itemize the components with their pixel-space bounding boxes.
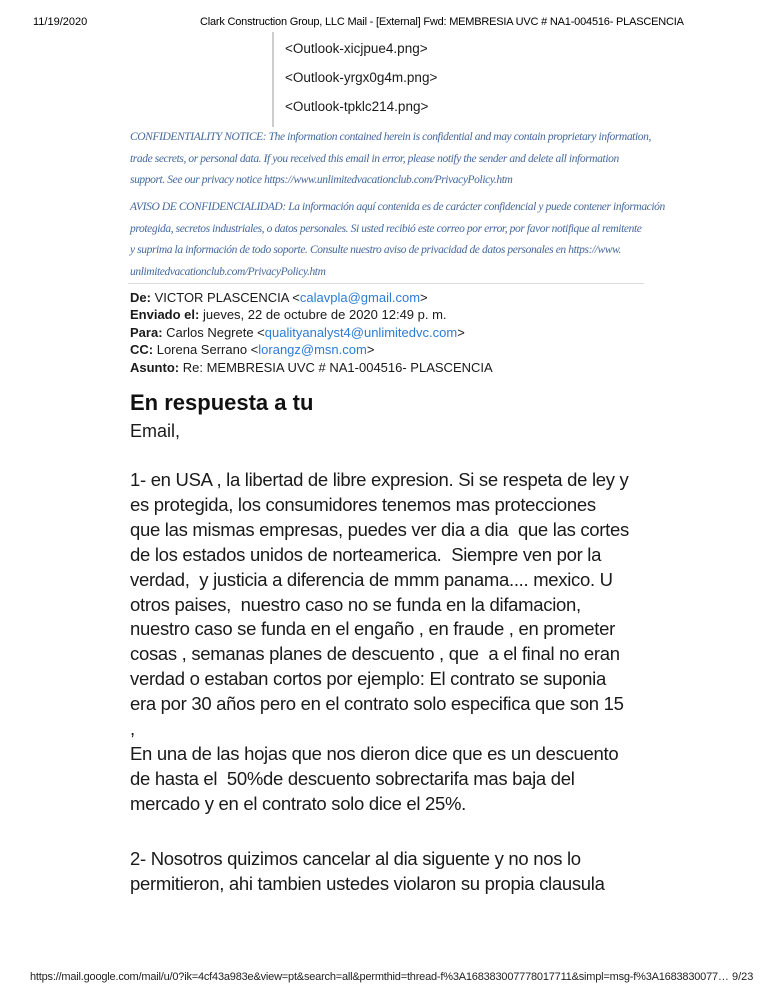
- attachment-list: [272, 32, 437, 127]
- header-to-close: >: [457, 324, 465, 340]
- header-cc-name: Lorena Serrano <: [153, 342, 259, 358]
- notice-line: y suprima la información de todo soporte. Consulte nuestro aviso de privacidad de datos personales en https://www.: [130, 244, 622, 257]
- confidentiality-notice-spanish: [130, 197, 665, 283]
- header-to-label: Para:: [130, 324, 163, 340]
- body-line: En una de las hojas que nos dieron dice que es un descuento: [130, 742, 619, 764]
- notice-line: unlimitedvacationclub.com/PrivacyPolicy.htm: [130, 265, 326, 278]
- body-paragraph-2: [130, 847, 629, 897]
- header-cc-close: >: [366, 342, 375, 358]
- header-sent-value: jueves, 22 de octubre de 2020 12:49 p. m.: [199, 307, 447, 323]
- header-divider: [128, 283, 644, 284]
- body-line: era por 30 años pero en el contrato solo especifica que son 15: [130, 693, 624, 715]
- notice-line: trade secrets, or personal data. If you received this email in error, please notify the sender and delete all information: [130, 152, 619, 165]
- to-email-link[interactable]: qualityanalyst4@unlimitedvc.com: [264, 324, 458, 340]
- body-line: es protegida, los consumidores tenemos mas protecciones: [130, 493, 596, 515]
- header-subject-value: Re: MEMBRESIA UVC # NA1-004516- PLASCENCIA: [179, 359, 493, 375]
- notice-line: support. See our privacy notice https://www.unlimitedvacationclub.com/PrivacyPolicy.htm: [130, 174, 513, 187]
- body-line: que las mismas empresas, puedes ver dia a dia que las cortes: [130, 518, 629, 540]
- body-line: permitieron, ahi tambien ustedes violaron su propia clausula: [130, 872, 605, 894]
- body-line: de los estados unidos de norteamerica. Siempre ven por la: [130, 543, 602, 565]
- header-cc-label: CC:: [130, 342, 154, 358]
- header-cc: [130, 341, 493, 358]
- message-body: [130, 468, 629, 897]
- header-sent: [130, 306, 493, 323]
- mail-headers: [130, 289, 493, 376]
- header-from-name: VICTOR PLASCENCIA <: [150, 290, 300, 305]
- header-from: [130, 289, 493, 306]
- header-from-close: >: [420, 290, 428, 305]
- header-to: [130, 324, 493, 341]
- header-subject: [130, 359, 493, 376]
- body-line: de hasta el 50%de descuento sobrectarifa mas baja del: [130, 767, 575, 789]
- attachment-item: <Outlook-tpklc214.png>: [285, 99, 429, 114]
- body-line: verdad o estaban cortos por ejemplo: El contrato se suponia: [130, 668, 606, 690]
- header-sent-label: Enviado el:: [130, 307, 200, 323]
- body-line: verdad, y justicia a diferencia de mmm panama.... mexico. U: [130, 568, 613, 590]
- body-line: mercado y en el contrato solo dice el 25%.: [130, 792, 467, 814]
- notice-line: CONFIDENTIALITY NOTICE: The information contained herein is confidential and may contain proprietary information,: [130, 131, 651, 143]
- header-from-label: De:: [130, 290, 151, 305]
- body-line: otros paises, nuestro caso no se funda en la difamacion,: [130, 593, 581, 615]
- cc-email-link[interactable]: lorangz@msn.com: [258, 342, 367, 358]
- message-subheading: Email,: [130, 421, 181, 441]
- attachment-item: <Outlook-xicjpue4.png>: [285, 41, 428, 56]
- body-paragraph-1: [130, 468, 629, 817]
- attachment-item: <Outlook-yrgx0g4m.png>: [285, 70, 438, 85]
- footer-url: https://mail.google.com/mail/u/0?ik=4cf43a983e&view=pt&search=all&permthid=thread-f%3A168383007778017711&simpl=msg-f%3A1683830077…: [30, 971, 729, 983]
- from-email-link[interactable]: calavpla@gmail.com: [299, 290, 421, 305]
- body-line: 1- en USA , la libertad de libre expresion. Si se respeta de ley y: [130, 469, 629, 490]
- body-line: cosas , semanas planes de descuento , que a el final no eran: [130, 643, 620, 665]
- footer-page-number: 9/23: [732, 971, 754, 983]
- header-subject-label: Asunto:: [130, 359, 180, 375]
- body-line: ,: [130, 718, 135, 740]
- print-date: 11/19/2020: [33, 16, 88, 28]
- message-heading: En respuesta a tu: [130, 390, 314, 415]
- notice-line: AVISO DE CONFIDENCIALIDAD: La información aquí contenida es de carácter confidencial y puede contener información: [130, 201, 665, 213]
- notice-line: protegida, secretos industriales, o datos personales. Si usted recibió este correo por error, por favor notifique al remitente: [130, 222, 642, 235]
- confidentiality-notice-english: [130, 127, 651, 192]
- body-line: 2- Nosotros quizimos cancelar al dia siguente y no nos lo: [130, 847, 581, 869]
- header-to-name: Carlos Negrete <: [162, 324, 265, 340]
- print-title: Clark Construction Group, LLC Mail - [External] Fwd: MEMBRESIA UVC # NA1-004516- PLASCENCIA: [200, 16, 684, 28]
- body-line: nuestro caso se funda en el engaño , en fraude , en prometer: [130, 618, 615, 640]
